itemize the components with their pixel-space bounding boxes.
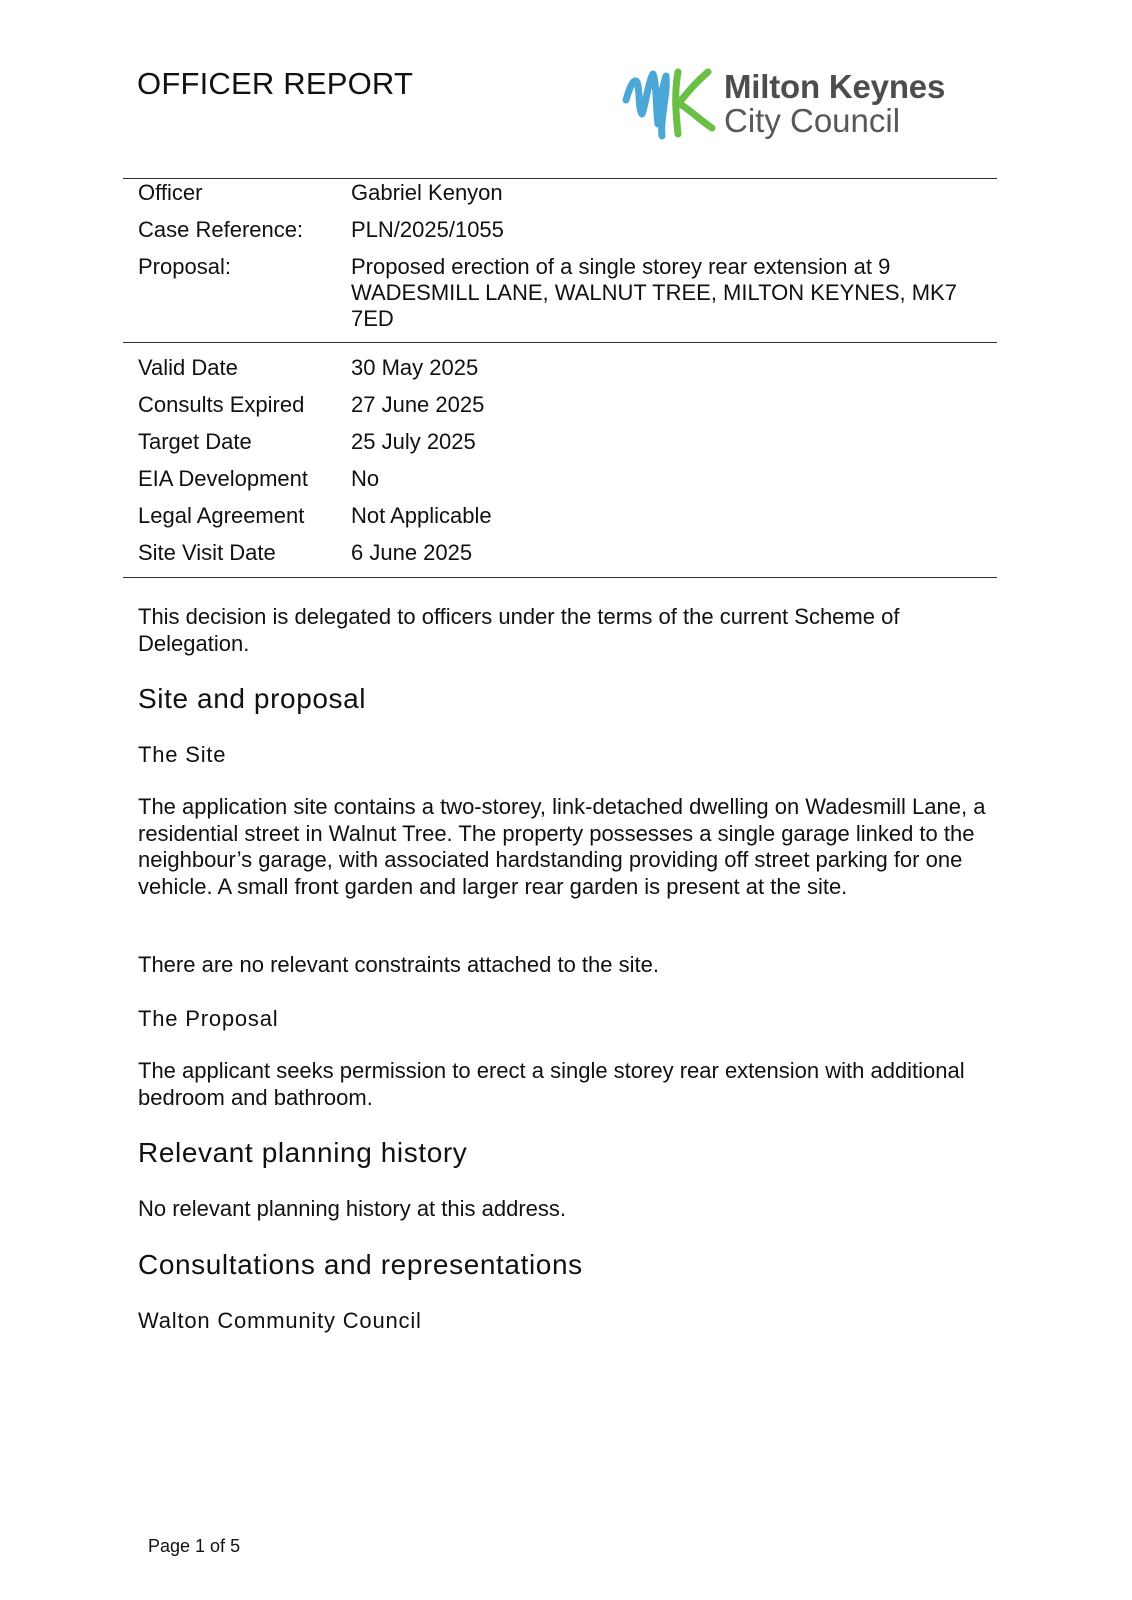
- subheading-walton-community-council: Walton Community Council: [138, 1308, 422, 1333]
- report-title: OFFICER REPORT: [137, 66, 414, 101]
- divider: [123, 342, 997, 343]
- meta-value: 25 July 2025: [351, 429, 476, 454]
- meta-label: Case Reference:: [138, 217, 304, 242]
- heading-site-and-proposal: Site and proposal: [138, 683, 367, 714]
- site-description: The application site contains a two-storey, link-detached dwelling on Wadesmill Lane, a residential street in Walnut Tree. The property possesses a single garage linked to the neighbour’s garage, with associated hardstanding providing off street parking for one vehicle. A small front garden and larger rear garden is present at the site.: [138, 794, 986, 899]
- meta-label: Officer: [138, 180, 203, 205]
- meta-value: 6 June 2025: [351, 540, 473, 565]
- mk-logo-icon: [620, 64, 720, 144]
- heading-planning-history: Relevant planning history: [138, 1137, 468, 1168]
- subheading-the-site: The Site: [138, 742, 227, 767]
- page-number: Page 1 of 5: [148, 1536, 241, 1556]
- meta-label: Legal Agreement: [138, 503, 305, 528]
- planning-history-text: No relevant planning history at this address.: [138, 1196, 567, 1221]
- meta-value: No: [351, 466, 380, 491]
- meta-label: Valid Date: [138, 355, 238, 380]
- subheading-the-proposal: The Proposal: [138, 1006, 279, 1031]
- meta-label: Consults Expired: [138, 392, 305, 417]
- meta-row-proposal: [138, 254, 998, 334]
- meta-value: PLN/2025/1055: [351, 217, 504, 242]
- logo-name: Milton Keynes: [724, 68, 946, 105]
- heading-consultations: Consultations and representations: [138, 1249, 583, 1280]
- constraints-statement: There are no relevant constraints attached to the site.: [138, 952, 659, 977]
- meta-value: 27 June 2025: [351, 392, 485, 417]
- delegation-statement: This decision is delegated to officers under the terms of the current Scheme of Delegation.: [138, 604, 900, 656]
- meta-value: Not Applicable: [351, 503, 492, 528]
- meta-value: 30 May 2025: [351, 355, 479, 380]
- logo-subname: City Council: [724, 102, 901, 139]
- meta-label: EIA Development: [138, 466, 308, 491]
- meta-label: Proposal:: [138, 254, 231, 279]
- council-logo: [620, 64, 1000, 144]
- meta-label: Target Date: [138, 429, 252, 454]
- proposal-description: The applicant seeks permission to erect a single storey rear extension with additional bedroom and bathroom.: [138, 1058, 965, 1110]
- meta-label: Site Visit Date: [138, 540, 276, 565]
- divider: [123, 178, 997, 179]
- meta-value: Gabriel Kenyon: [351, 180, 503, 205]
- meta-value: Proposed erection of a single storey rear extension at 9 WADESMILL LANE, WALNUT TREE, MILTON KEYNES, MK7 7ED: [351, 254, 957, 331]
- divider: [123, 577, 997, 578]
